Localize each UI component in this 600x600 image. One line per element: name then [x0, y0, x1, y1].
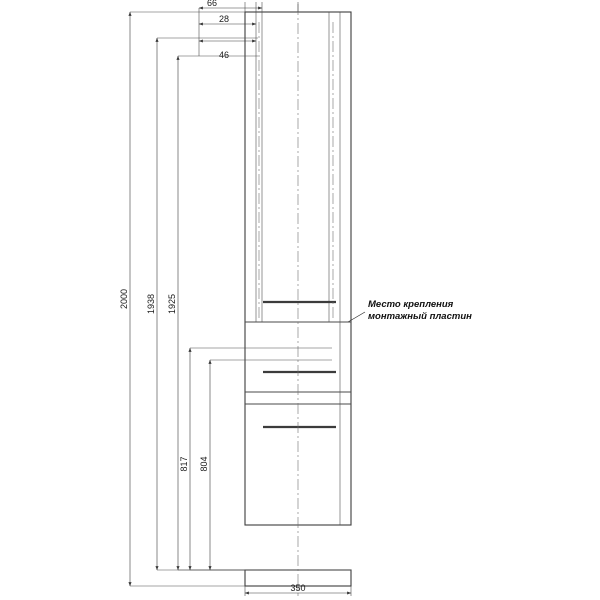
dimension-label-1925: 1925	[167, 293, 177, 315]
dimension-1938	[146, 38, 157, 570]
annotation-line-1: Место крепления	[368, 299, 454, 310]
mount-plate-annotation	[348, 299, 472, 322]
dimension-label-1938: 1938	[146, 293, 156, 315]
dimension-2000	[119, 12, 130, 586]
dimension-label-66: 66	[206, 0, 218, 8]
dimension-804	[199, 360, 210, 570]
dimension-1925	[167, 56, 178, 570]
dimension-label-817: 817	[179, 456, 189, 472]
dimension-label-804: 804	[199, 456, 209, 472]
dimension-label-46: 46	[218, 50, 230, 60]
dimension-817	[179, 348, 190, 570]
dimension-label-28: 28	[218, 14, 230, 24]
dimension-label-2000: 2000	[119, 288, 129, 310]
dimension-label-350: 350	[290, 583, 306, 593]
annotation-line-2: монтажный пластин	[368, 311, 472, 322]
